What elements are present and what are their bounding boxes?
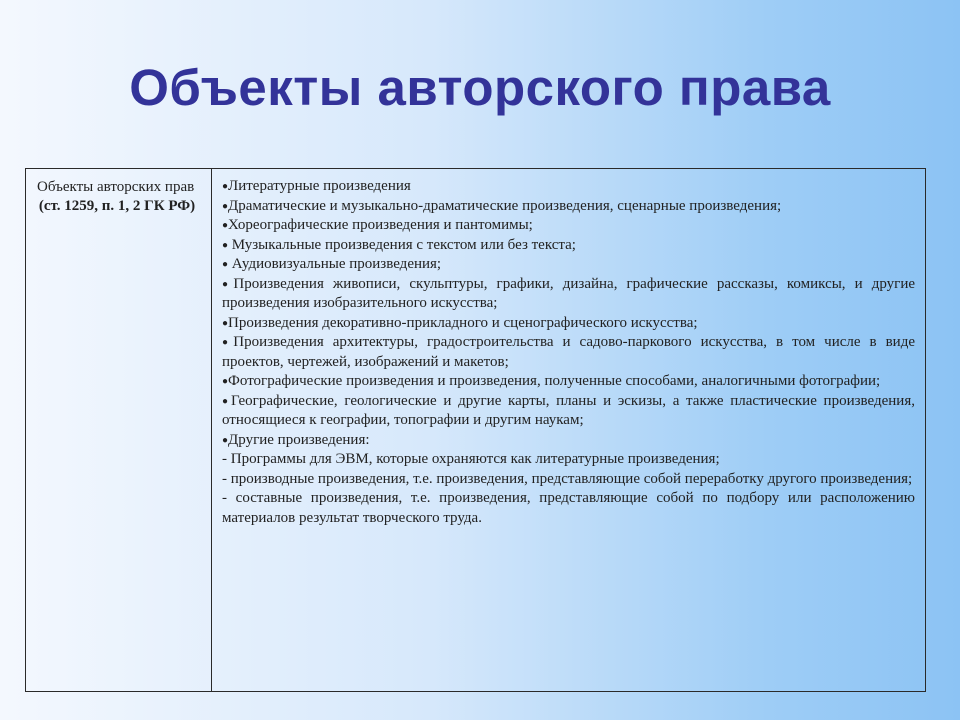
bullet-icon: ● — [222, 220, 229, 231]
list-item-text: - Программы для ЭВМ, которые охраняются как литературные произведения; — [222, 451, 720, 467]
list-item-text: - производные произведения, т.е. произведения, представляющие собой переработку другого произведения; — [222, 470, 913, 487]
bullet-list-item — [222, 431, 915, 451]
list-item-text: - составные произведения, т.е. произведения, представляющие собой по подбору или расположению материалов результат творческого труда. — [222, 490, 915, 526]
list-item-text: Произведения живописи, скульптуры, графики, дизайна, графические рассказы, комиксы, и другие произведения изобразительного искусства; — [222, 275, 915, 311]
legal-reference: (ст. 1259, п. 1, 2 ГК РФ) — [38, 198, 196, 214]
bullet-list-item — [222, 216, 915, 236]
slide-title: Объекты авторского права — [129, 59, 831, 116]
bullet-list-item — [222, 314, 915, 334]
bullet-list-item — [222, 197, 915, 217]
bullet-icon: ● — [222, 239, 229, 251]
list-item-text: Другие произведения: — [228, 431, 370, 448]
list-item-text: Хореографические произведения и пантомимы; — [228, 217, 533, 233]
list-item-text: Литературные произведения — [228, 178, 411, 194]
dash-list-item — [222, 450, 915, 470]
bullet-list-item — [222, 236, 915, 256]
list-item-text: Музыкальные произведения с текстом или без текста; — [228, 236, 576, 253]
list-item-text: Произведения архитектуры, градостроительства и садово-паркового искусства, в том числе в виде проектов, чертежей, изображений и макетов; — [222, 334, 915, 370]
list-item-text: Драматические и музыкально-драматические произведения, сценарные произведения; — [228, 197, 782, 214]
column-divider — [211, 169, 212, 691]
list-item-text: Географические, геологические и другие карты, планы и эскизы, а также пластические произведения, относящиеся к географии, топографии и другим наукам; — [222, 392, 915, 428]
copyright-objects-table — [25, 168, 926, 692]
works-list — [222, 177, 915, 528]
left-cell — [37, 178, 197, 215]
bullet-icon: ● — [222, 376, 229, 387]
bullet-icon: ● — [222, 200, 229, 212]
left-cell-label: Объекты авторских прав — [37, 179, 195, 195]
bullet-icon: ● — [222, 259, 229, 270]
dash-list-item — [222, 489, 915, 528]
bullet-icon: ● — [222, 181, 229, 192]
bullet-icon: ● — [222, 395, 231, 407]
dash-list-item — [222, 470, 915, 490]
bullet-list-item — [222, 392, 915, 431]
list-item-text: Фотографические произведения и произведения, полученные способами, аналогичными фотографии; — [228, 373, 881, 389]
bullet-icon: ● — [222, 317, 229, 329]
bullet-icon: ● — [222, 278, 234, 290]
bullet-icon: ● — [222, 434, 229, 446]
bullet-list-item — [222, 372, 915, 392]
bullet-list-item — [222, 275, 915, 314]
list-item-text: Аудиовизуальные произведения; — [228, 256, 442, 272]
bullet-list-item — [222, 177, 915, 197]
bullet-list-item — [222, 333, 915, 372]
list-item-text: Произведения декоративно-прикладного и сценографического искусства; — [228, 314, 698, 331]
bullet-list-item — [222, 255, 915, 275]
bullet-icon: ● — [222, 337, 234, 348]
